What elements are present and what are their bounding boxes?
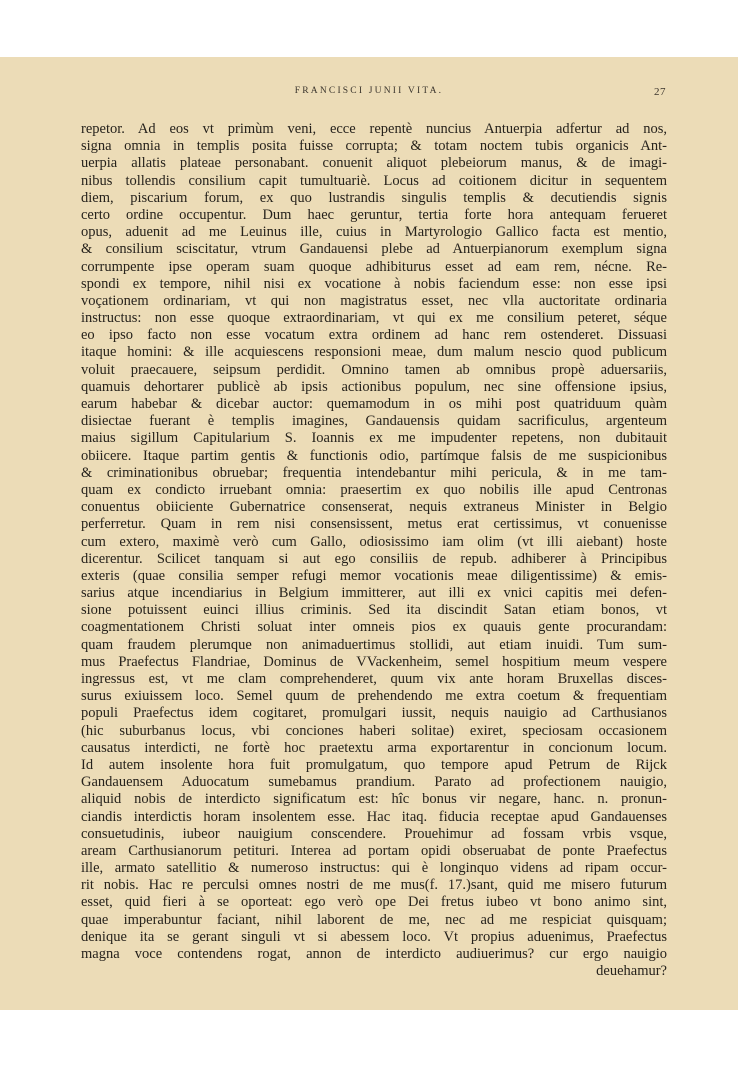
book-page: [0, 57, 738, 1010]
text-line: exteris (quae consilia semper refugi memor vocationis meae diligentissime) & emis-: [81, 567, 667, 584]
text-line: opus, aduenit ad me Leuinus ille, cuius in Martyrologio Gallico facta est mentio,: [81, 224, 667, 241]
text-line: corrumpente ipse operam suam quoque adhibiturus esset ad eam rem, nécne. Re-: [81, 258, 667, 275]
text-line: & criminationibus obruebar; frequentia intendebantur mihi pericula, & in me tam-: [81, 464, 667, 481]
text-line: Gandauensem Aduocatum sumebamus prandium. Parato ad profectionem nauigio,: [81, 774, 667, 791]
text-line: magna voce contendens rogat, annon de interdicto audiuerimus? cur ergo nauigio: [81, 946, 667, 962]
text-line: quae imperabuntur faciant, nihil laborent de me, nec ad me respiciat quisquam;: [81, 911, 667, 928]
text-line: earum habebar & dicebar auctor: quemamodum in os mihi post quatriduum quàm: [81, 396, 667, 412]
page-number: 27: [654, 86, 666, 98]
text-line: aliquid nobis de interdicto significatum est: hîc bonus vir negare, hanc. n. pronun-: [81, 791, 667, 808]
text-line: Id autem insolente hora fuit promulgatum, quo tempore apud Petrum de Rijck: [81, 756, 667, 773]
text-line: sione potuissent euinci illius criminis. Sed ita discindit Satan etiam bonos, vt: [81, 602, 667, 619]
text-line: instructus: non esse quoque extraordinariam, vt qui ex me consilium peteret, séque: [81, 310, 667, 327]
text-line: ciandis interdictis horam insolentem esse. Hac itaq. fiducia receptae apud Gandauenses: [81, 808, 667, 825]
text-line: aream Carthusianorum petituri. Interea ad portam opidi obseruabat de ponte Praefectus: [81, 842, 667, 859]
text-line: mus Praefectus Flandriae, Dominus de VVackenheim, semel hospitium meum vespere: [81, 653, 667, 670]
text-line: consuetudinis, iubeor nauigium conscendere. Prouehimur ad fossam vrbis vsque,: [81, 825, 667, 842]
text-line: cum extero, maximè verò cum Gallo, odiosissimo iam olim (vt illi aiebant) hoste: [81, 533, 667, 550]
text-line: diem, piscarium forum, ex quo lustrandis singulis templis & decutiendis signis: [81, 189, 667, 206]
text-line: causatus interdicti, ne fortè hoc praetextu arma exportarentur in concionum locum.: [81, 739, 667, 756]
text-line: sarius atque incendiarius in Belgium immitterer, aut illi ex vnici capitis mei defen-: [81, 585, 667, 602]
text-line: uerpia allatis plateae personabant. conuenit aliquot plebeiorum manus, & de imagi-: [81, 155, 667, 172]
text-line: nibus tollendis consilium capit tumultuariè. Locus ad coitionem dicitur in sequentem: [81, 172, 667, 189]
text-line: quamuis dehortarer publicè ab ipsis actionibus populum, nec sine offensione ipsius,: [81, 378, 667, 395]
text-line: surus exiuissem loco. Semel quum de prehendendo me extra coetum & frequentiam: [81, 688, 667, 705]
body-text: [81, 121, 667, 980]
text-line: perferretur. Quam in rem nisi consensissent, metus erat certissimus, vt conuenisse: [81, 516, 667, 533]
text-line: itaque homini: & ille acquiescens responsioni meae, dum malum nescio quod publicum: [81, 344, 667, 361]
text-line: signa omnia in templis posita fuisse corrupta; & totam noctem tubis organicis Ant-: [81, 138, 667, 155]
text-line: voçationem ordinariam, vt qui non magistratus esset, nec vlla auctoritate ordinaria: [81, 292, 667, 309]
text-line: populi Praefectus idem cogitaret, promulgari iussit, nequis nauigio ad Carthusianos: [81, 705, 667, 722]
text-line: dicerentur. Scilicet tanquam si aut ego consiliis de repub. adhiberer à Principibus: [81, 550, 667, 567]
text-line: voluit praecauere, seipsum perdidit. Omnino tamen ab omnibus propè aduersariis,: [81, 361, 667, 378]
text-line: quam fraudem plerumque non animaduertimus stollidi, aut etiam inuidi. Tum sum-: [81, 636, 667, 653]
running-head: [0, 86, 738, 100]
text-line: eo ipso facto non esse vocatum extra ordinem ad hanc rem ostenderet. Dissuasi: [81, 327, 667, 344]
text-line: deuehamur?: [596, 963, 667, 980]
text-line: spondi ex tempore, nihil nisi ex vocatione à nobis faciendum esse: non esse ipsi: [81, 275, 667, 292]
text-line: rit nobis. Hac re perculsi omnes nostri de me mus(f. 17.)sant, quid me misero futurum: [81, 877, 667, 894]
text-line: obiicere. Itaque partim gentis & functionis odio, partímque falsis de me suspicionibus: [81, 447, 667, 464]
text-line: disiectae fuerant è templis imagines, Gandauensis quidam sacrificulus, argenteum: [81, 413, 667, 430]
text-line: & consilium sciscitatur, vtrum Gandauensi plebe ad Antuerpianorum exemplum signa: [81, 241, 667, 258]
text-line: denique ita se gerant singuli vt si abessem loco. Vt propius aduenimus, Praefectus: [81, 928, 667, 945]
text-line: (hic suburbanus locus, vbi conciones haberi solitae) exiret, speciosam occasionem: [81, 722, 667, 739]
text-line: certo ordine occupentur. Dum haec geruntur, tertia forte hora antequam ferueret: [81, 206, 667, 223]
text-line: ingressus est, vt me clam comprehenderet, quum vix ante horam Bruxellas disces-: [81, 671, 667, 687]
text-line: esset, quid fieri à se oporteat: ego verò ope Dei fretus iubeo vt bono animo sint,: [81, 894, 667, 911]
text-line: ille, armato satellitio & numeroso instructus: qui è longinquo videns ad ripam occur-: [81, 860, 667, 877]
text-line: quam ex condicto irruebant omnia: praesertim ex quo nobilis ille apud Centronas: [81, 481, 667, 498]
text-line: coagmentationem Christi soluat inter omneis pios ex quauis gente procurandam:: [81, 619, 667, 636]
text-line: conuentus obiiciente Gubernatrice consenserat, nequis extraneus Minister in Belgio: [81, 499, 667, 516]
text-line: repetor. Ad eos vt primùm veni, ecce repentè nuncius Antuerpia adfertur ad nos,: [81, 121, 667, 137]
text-line: maius sigillum Capitularium S. Ioannis ex me impudenter repetens, non dubitauit: [81, 430, 667, 447]
running-title: FRANCISCI JUNII VITA.: [294, 86, 444, 96]
